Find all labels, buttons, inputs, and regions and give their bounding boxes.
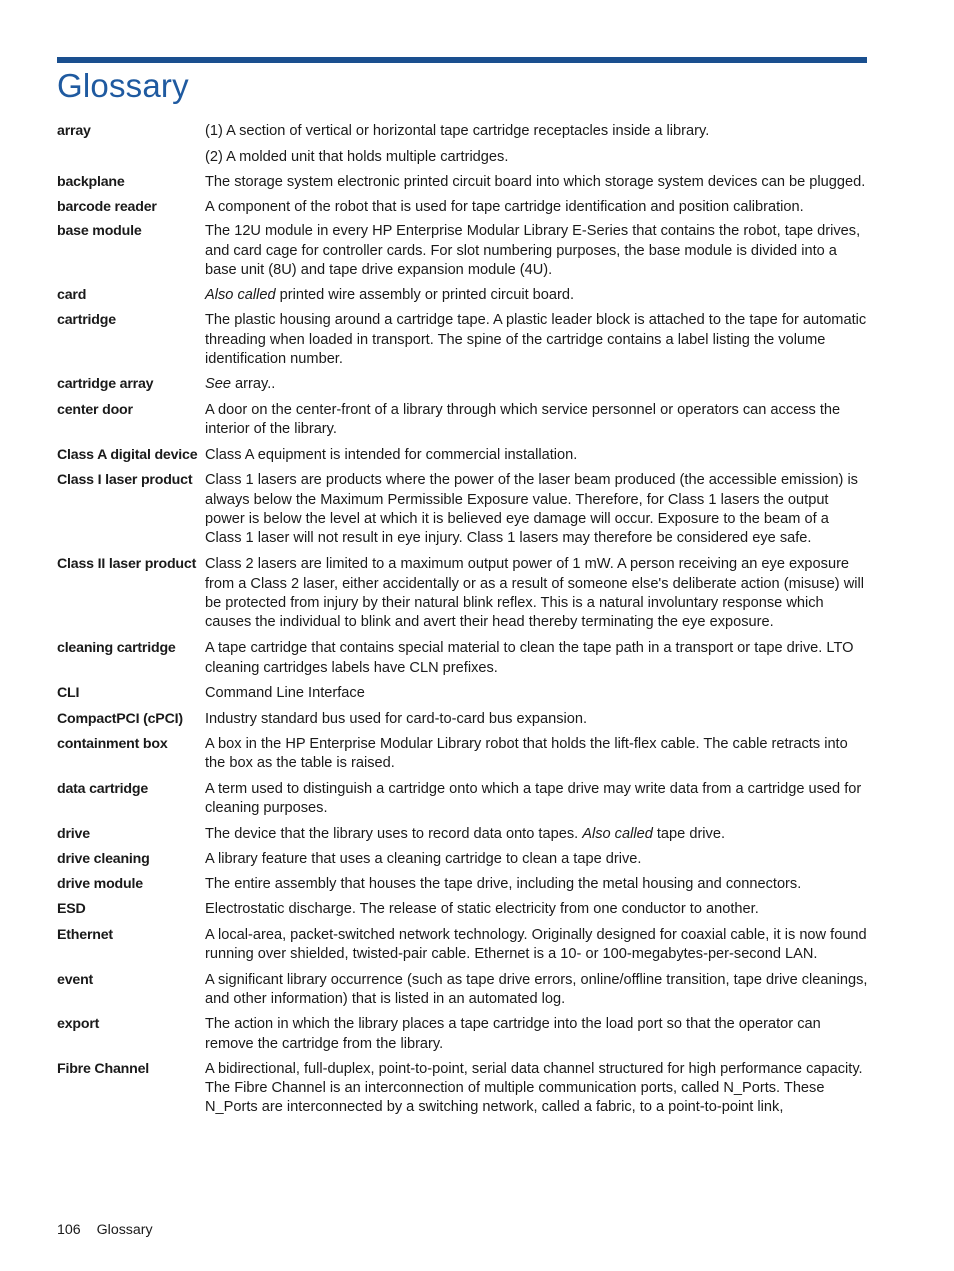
glossary-entry	[57, 286, 869, 305]
page-footer	[57, 1222, 153, 1238]
definition-italic-text: Also called	[205, 286, 276, 303]
glossary-definition	[205, 926, 869, 965]
glossary-term: Class A digital device	[57, 446, 198, 463]
glossary-entry	[57, 1060, 869, 1118]
definition-paragraph: The plastic housing around a cartridge tape. A plastic leader block is attached to the tape for automatic threading when loaded in transport. The spine of the cartridge contains a label listing the volume identification number.	[205, 312, 867, 368]
title-rule	[57, 57, 867, 63]
definition-paragraph: A term used to distinguish a cartridge onto which a tape drive may write data from a cartridge used for cleaning purposes.	[205, 780, 862, 817]
glossary-term: card	[57, 286, 87, 303]
definition-paragraph: Class 1 lasers are products where the power of the laser beam produced (the accessible emission) is always below the Maximum Permissible Exposure value. Therefore, for Class 1 lasers the output power is below the level at which it is believed eye damage will occur. Exposure to the beam of a Class 1 laser will not result in eye injury. Class 1 lasers may therefore be considered eye safe.	[205, 472, 858, 547]
glossary-entry	[57, 446, 869, 465]
definition-paragraph: (2) A molded unit that holds multiple cartridges.	[205, 148, 509, 165]
glossary-definition	[205, 850, 869, 869]
glossary-term: drive	[57, 825, 90, 842]
glossary-entry	[57, 735, 869, 774]
glossary-term: cartridge	[57, 312, 116, 329]
definition-paragraph: A significant library occurrence (such as tape drive errors, online/offline transition, tape drive cleanings, and other information) that is listed in an automated log.	[205, 971, 868, 1007]
definition-paragraph: A library feature that uses a cleaning cartridge to clean a tape drive.	[205, 850, 642, 867]
glossary-term: drive module	[57, 875, 143, 892]
glossary-entry	[57, 850, 869, 869]
glossary-term: drive cleaning	[57, 850, 150, 867]
glossary-definition	[205, 780, 869, 819]
glossary-definition	[205, 900, 869, 919]
definition-paragraph: A door on the center-front of a library through which service personnel or operators can access the interior of the library.	[205, 401, 841, 438]
glossary-definition	[205, 311, 869, 369]
glossary-term: event	[57, 971, 94, 988]
footer-section: Glossary	[96, 1222, 153, 1238]
glossary-entry	[57, 471, 869, 549]
glossary-definition	[205, 555, 869, 633]
definition-paragraph	[205, 375, 869, 394]
glossary-entry	[57, 926, 869, 965]
definition-paragraph: Class A equipment is intended for commercial installation.	[205, 446, 578, 463]
glossary-entry	[57, 555, 869, 633]
glossary-term: cartridge array	[57, 376, 154, 393]
definition-paragraph	[205, 286, 869, 305]
glossary-entry	[57, 780, 869, 819]
glossary-term: Class I laser product	[57, 472, 193, 489]
definition-paragraph: A box in the HP Enterprise Modular Library robot that holds the lift-flex cable. The cable retracts into the box as the table is raised.	[205, 735, 848, 772]
definition-text: array..	[230, 376, 276, 393]
glossary-entry	[57, 900, 869, 919]
definition-paragraph: Command Line Interface	[205, 685, 365, 702]
definition-paragraph: Class 2 lasers are limited to a maximum output power of 1 mW. A person receiving an eye exposure from a Class 2 laser, either accidentally or as a result of someone else's deliberate action (misuse) will be protected from injury by their natural blink reflex. This is a natural involuntary response which causes the individual to blink and avert their head thereby terminating the eye exposure.	[205, 556, 864, 631]
glossary-definition	[205, 446, 869, 465]
glossary-entry	[57, 375, 869, 394]
definition-paragraph: The 12U module in every HP Enterprise Modular Library E-Series that contains the robot, tape drives, and card cage for controller cards. For slot numbering purposes, the base module is divided into a base unit (8U) and tape drive expansion module (4U).	[205, 223, 861, 278]
glossary-term: CLI	[57, 685, 80, 702]
page-number: 106	[57, 1222, 81, 1238]
definition-text: printed wire assembly or printed circuit board.	[275, 286, 575, 303]
glossary-definition	[205, 198, 869, 217]
glossary-entry	[57, 1015, 869, 1054]
glossary-definition	[205, 639, 869, 678]
glossary-definition	[205, 1015, 869, 1054]
definition-paragraph: (1) A section of vertical or horizontal tape cartridge receptacles inside a library.	[205, 123, 710, 139]
glossary-definition	[205, 122, 869, 167]
glossary-definition	[205, 401, 869, 440]
definition-paragraph: A component of the robot that is used for tape cartridge identification and position calibration.	[205, 198, 804, 215]
glossary-definition	[205, 971, 869, 1010]
definition-text: The device that the library uses to record data onto tapes.	[205, 825, 583, 842]
definition-paragraph: Electrostatic discharge. The release of static electricity from one conductor to another.	[205, 901, 759, 918]
glossary-definition	[205, 710, 869, 729]
glossary-definition	[205, 875, 869, 894]
glossary-term: Class II laser product	[57, 556, 197, 573]
glossary-term: base module	[57, 223, 142, 240]
glossary-entry	[57, 639, 869, 678]
glossary-term: array	[57, 123, 91, 139]
glossary-term: export	[57, 1016, 100, 1033]
page-title: Glossary	[57, 67, 189, 104]
glossary-term: center door	[57, 401, 133, 418]
glossary-entry	[57, 401, 869, 440]
glossary-entry	[57, 710, 869, 729]
glossary-term: data cartridge	[57, 780, 149, 797]
definition-paragraph: The entire assembly that houses the tape drive, including the metal housing and connectors.	[205, 875, 802, 892]
glossary-term: backplane	[57, 174, 125, 191]
definition-paragraph	[205, 825, 869, 844]
definition-paragraph: The action in which the library places a tape cartridge into the load port so that the operator can remove the cartridge from the library.	[205, 1016, 821, 1052]
glossary-term: containment box	[57, 735, 168, 752]
glossary-entry	[57, 875, 869, 894]
glossary-definition	[205, 222, 869, 280]
glossary-definition	[205, 286, 869, 305]
definition-text: tape drive.	[652, 825, 726, 842]
glossary-term: cleaning cartridge	[57, 640, 176, 657]
glossary-definition	[205, 825, 869, 844]
glossary-entry	[57, 122, 869, 167]
glossary-definition	[205, 173, 869, 192]
definition-italic-text: Also called	[582, 825, 653, 842]
glossary-entry	[57, 684, 869, 703]
glossary-list	[57, 122, 869, 1118]
definition-paragraph: The storage system electronic printed circuit board into which storage system devices can be plugged.	[205, 174, 866, 191]
glossary-term: barcode reader	[57, 198, 157, 215]
definition-paragraph: Industry standard bus used for card-to-card bus expansion.	[205, 710, 588, 727]
glossary-term: Ethernet	[57, 926, 113, 943]
glossary-entry	[57, 173, 869, 192]
glossary-definition	[205, 684, 869, 703]
glossary-entry	[57, 971, 869, 1010]
glossary-entry	[57, 222, 869, 280]
glossary-definition	[205, 735, 869, 774]
definition-paragraph: A bidirectional, full-duplex, point-to-point, serial data channel structured for high performance capacity. The Fibre Channel is an interconnection of multiple communication ports, called N_Ports. These N_Ports are interconnected by a switching network, called a fabric, to a point-to-point link,	[205, 1060, 863, 1116]
glossary-entry	[57, 825, 869, 844]
glossary-definition	[205, 1060, 869, 1118]
glossary-term: ESD	[57, 901, 86, 918]
glossary-term: Fibre Channel	[57, 1060, 149, 1077]
glossary-definition	[205, 471, 869, 549]
glossary-entry	[57, 198, 869, 217]
glossary-definition	[205, 375, 869, 394]
definition-italic-text: See	[205, 376, 231, 393]
definition-paragraph: A tape cartridge that contains special material to clean the tape path in a transport or tape drive. LTO cleaning cartridges labels have CLN prefixes.	[205, 640, 854, 676]
definition-paragraph: A local-area, packet-switched network technology. Originally designed for coaxial cable, it is now found running over shielded, twisted-pair cable. Ethernet is a 10- or 100-megabytes-per-second LAN.	[205, 926, 867, 963]
glossary-term: CompactPCI (cPCI)	[57, 710, 183, 727]
glossary-entry	[57, 311, 869, 369]
